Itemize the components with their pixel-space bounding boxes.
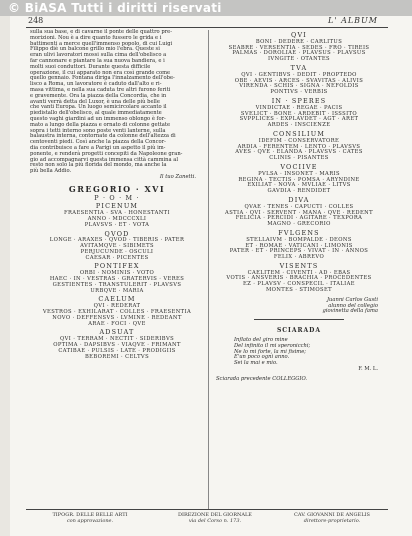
inscription-line: SVPPLICES · EXPLAVDET · AGT · ARET (239, 116, 359, 123)
inscription-line: PERJUCUNDE · OSCULI (80, 248, 154, 255)
page-number: 248 (28, 16, 44, 25)
inscription-line: ARDES · INSCIENZE (267, 122, 331, 129)
inscription-heading: DIVA (288, 195, 310, 204)
inscription-line: ARAE · FOCI · QVE (88, 320, 146, 327)
watermark-text: © BiASA Tutti i diritti riservati (8, 1, 222, 15)
inscription-line: OBE · AEVIS · ARCES · SVAVITAS · ALIVIS (234, 77, 364, 84)
letter-line: resto non solo la più florida del mondo, ma anche la (30, 162, 167, 169)
letter-line: morizioni. Nou è a dire quanto fussero le grida e i (30, 34, 162, 41)
letter-line: operazione, il cui apparato non era così grande come (30, 69, 171, 76)
inscription-heading: CAELUM (98, 295, 136, 304)
letter-line: masa vittima, e nella sua caduta tre altri furono feriti (30, 86, 171, 93)
inscription-line: HAEC · IN · VESTRAS · GRATERVIS · VERES (49, 276, 185, 283)
inscription-line: PLAVSVS · ET · VOTA (84, 221, 150, 228)
inscription-line: MAGNO · GRECORIO (267, 221, 331, 228)
inscription-heading: ADSUAT (99, 328, 135, 337)
letter-line: che vanti Europa. Un luogo semicircolare accanto il (30, 104, 167, 111)
inscription-line: STELLAIVM · BOMPALDE · DEONS (246, 236, 352, 243)
letter-line: far cannonare e piantare la sua nuova bandiera, e i (30, 57, 165, 64)
sciarada-initials: F. M. L. (358, 366, 378, 373)
letter-line: e gravemente. Ora la piazza della Concordia, che in (30, 92, 167, 99)
letter-line: gio ad accompagnarvi questa immensa città cammina al (30, 156, 178, 163)
letter-line: piedistallo dell'obelisco, al quale immediatamente (30, 110, 162, 117)
column-divider (208, 30, 209, 510)
inscription-line: MONTES · STIMOSET (265, 287, 333, 294)
letter-line: più bella Addio. (30, 168, 72, 175)
letter-line: lisco a Roma, un lavoratore è caduto dall'alto e ri- (30, 81, 162, 88)
inscription-line: CAESAR · PICENTES (85, 254, 149, 261)
inscription-heading: FVLGENS (278, 228, 320, 237)
inscription-line: CLINIS · PISANTES (269, 155, 329, 162)
inscription-line: QVI · REDERAT (93, 303, 141, 310)
inscription-line: BEBOREMI · CELTVS (84, 353, 150, 360)
inscription-line: NOVO · DEFFENSVS · LVMINE · REDEANT (52, 314, 182, 321)
inscription-heading: TVA (290, 63, 308, 72)
journal-title: L' ALBUM (328, 16, 378, 25)
inscription-line: LONGE · ARAXES · QVOD · TIBERIS · PATER (49, 237, 185, 244)
inscription-line: VESTROS · EXHILARAT · COLLES · FRAESENTIA (42, 309, 192, 316)
letter-line: mato a lungo della piazza e ornato di colonne gettate (30, 121, 171, 128)
inscription-line: SEABRE · VERSENTIA · SEDES · FRO · TIREIS (228, 44, 370, 51)
previous-sciarada: Sciarada precedente COLLEGGIO. (216, 375, 308, 382)
letter-line: eran ulivi lavoratori mossi sulla cima dell'obelisco a (30, 52, 167, 59)
inscription-line: ASTIA · QVI · SERVENT · MANA · QVE · REDENT (225, 209, 373, 216)
inscription-line: ARDIA · FERENTEM · LENTO · PLAVSVS (237, 143, 361, 150)
verse-line: Inflato del giro mine (234, 337, 288, 344)
inscription-line: CAELITEM · CIVENTI · AD · EBAS (247, 269, 351, 276)
inscription-line: FELICIA · PERCIDI · AGITARE · TEXPORA (235, 215, 363, 222)
footer-sub: via del Corso n. 173. (188, 518, 242, 524)
inscription-line: AVES · QVE · ELANDA · PLAVSVS · CATES (235, 149, 363, 156)
inscription-line: PVLSA · INSONET · MARIS (258, 170, 340, 177)
inscription-heading: VISENTS (279, 261, 319, 270)
inscription-heading: P · O · M · (94, 193, 140, 202)
left-column (30, 30, 204, 360)
inscription-line: ANNO · MDCCCXLI (87, 215, 147, 222)
inscription-line: GAVDIA · RENDIDET (267, 188, 331, 195)
letter-line: ponente, e renderà progetti concepiti da Napoleone gran- (30, 150, 183, 157)
inscription-line: QVI · GENTIBVS · DEDIT · PROPTEDO (241, 71, 357, 78)
inscription-heading: PICENUM (95, 202, 139, 211)
verse-line: E'un poco ogni anno. (234, 354, 290, 361)
letter-line: questo vaghi giardini ad un immenso oblongo è for- (30, 115, 166, 122)
inscription-line: IDEFIM · CONSERVATORE (258, 137, 340, 144)
inscription-line: VIRENDA · SCHIS · SIGNA · NEFOLDIS (239, 83, 359, 90)
footer-director (276, 512, 388, 524)
inscription-line: FELIX · ABREVO (273, 254, 325, 261)
inscription-line: SVELICT · BONE · ARDEBIT · ISSSITO (240, 110, 358, 117)
letter-line: quello gennaio. Fontana diriga l'innalzamento dell'obe- (30, 75, 175, 82)
letter-line: dia contribuisce a fare a Parigi un aspetto il più im- (30, 144, 166, 151)
letter-text (30, 30, 204, 175)
verse-line: Del infinito il mi speronicchi; (234, 342, 311, 349)
author-name: Juanni Carlos Gusti (326, 296, 378, 303)
page-margin (0, 16, 10, 536)
section-rule (254, 319, 344, 320)
inscription-heading: PONTIFEX (94, 262, 140, 271)
inscription-line: ORBI · NOMINIS · VOTO (79, 270, 155, 277)
letter-line: sopra i tetti interno sono poste venti lanterne, sulla (30, 127, 166, 134)
footer-main: CAV. GIOVANNI DE ANGELIS (294, 512, 370, 518)
header-rule (26, 27, 388, 28)
author-note-1: alunno del collegio (328, 302, 378, 309)
inscription-heading: QVI (291, 31, 307, 39)
footer-printer (30, 512, 150, 524)
verse-line: Sei la mai e mio. (234, 360, 278, 367)
inscription-heading: GREGORIO · XVI (68, 183, 166, 194)
inscription-line: FRAESENTIA · SVA · HONESTANTI (64, 210, 170, 217)
letter-line: avanti verrà detta del Luxor, è una delle più belle (30, 98, 160, 105)
verse-line: Ne lo mi forte, la mi fisime; (234, 348, 307, 355)
footer-main: TIPOGR. DELLE BELLE ARTI (52, 512, 128, 518)
footer-main: DIREZIONE DEL GIORNALE (178, 512, 252, 518)
inscription-line: URBQVE · MARIA (90, 287, 144, 294)
letter-signature: Il tuo Zanetti. (159, 173, 196, 180)
footer-sub: con approvazione. (66, 518, 114, 524)
letter-line: sulla sua base, e di cavarne il ponte delle quattro pre- (30, 29, 172, 35)
inscription-line: PONTIVS · VERBIS (270, 89, 328, 96)
letter-line: Filippo diè un balcone grillo mio l'ebra. Queste si (30, 46, 160, 53)
inscription-line: BONI · DEDERE · CARLITUS (255, 38, 343, 45)
inscription-line: CATIBAE · PULSIS · LATE · PRODIGIIS (58, 347, 176, 354)
right-column (214, 30, 384, 383)
inscription-line: EXILIAT · NOVA · MVLIAE · LITVS (247, 182, 351, 189)
letter-line: centoventi piedi. Così anche la piazza della Concor- (30, 139, 166, 146)
sciarada-heading: SCIARADA (276, 327, 322, 335)
letter-line: balaustra interna, contornate da colonne dell'altezza di (30, 133, 176, 140)
inscription-line: VOTIS · ANSVERIS · BRACHIA · PROCEDENTES (226, 275, 372, 282)
inscription-line: REGINA · TECTIS · POMSA · ARYNDINE (238, 176, 360, 183)
inscription-line: PALMAS · DOROLIAE · PLAVSUS · PLAVSUS (232, 50, 366, 57)
inscription-line: QVAE · TENES · CAPUCTI · COLLES (244, 203, 354, 210)
inscription-line: VINDICTAE · REGAE · PACIS (255, 104, 343, 111)
inscription-line: IVNGITE · OTANTES (267, 56, 331, 63)
author-note-2: giovinetta della fama (322, 308, 378, 315)
inscription-line: AVITAMQVE · SIBIMETS (80, 243, 154, 250)
sciarada-verses (214, 338, 384, 373)
inscription-line: ET · ROMAE · VATICANI · LIMONIS (245, 242, 353, 249)
inscription-heading: VOCIIVE (280, 162, 318, 171)
page-header (28, 16, 388, 26)
inscription-line: QVI · TERRAM · NECTIT · SIDERIBVS (59, 336, 175, 343)
inscription-line: PATER · ET · PRINCEPS · VIVAT · IN · ANNOS (229, 248, 369, 255)
inscription-line: EZ · PLAVSV · CONSPECIL · ITALIAE (243, 281, 355, 288)
inscription-line: OPTIMA · DAPSIBVS · VIAQVE · FRIMANT (53, 342, 181, 349)
footer-direction (160, 512, 270, 524)
inscription-line: GESTIENTES · TRANSTULERIT · PLAVSVS (52, 281, 182, 288)
footer-rule (26, 509, 388, 510)
left-inscription (30, 183, 204, 361)
right-inscription (214, 33, 384, 294)
letter-line: molti suoi conduttori. Durante questa difficile (30, 63, 151, 70)
letter-line: battimenti a merce quell'immenso popolo, di cui Luigi (30, 40, 173, 47)
footer-sub: direttore-proprietario. (303, 518, 361, 524)
inscription-heading: CONSILIUM (272, 129, 326, 138)
inscription-heading: IN · SPERES (271, 96, 327, 105)
inscription-heading: QVOD (104, 229, 130, 238)
